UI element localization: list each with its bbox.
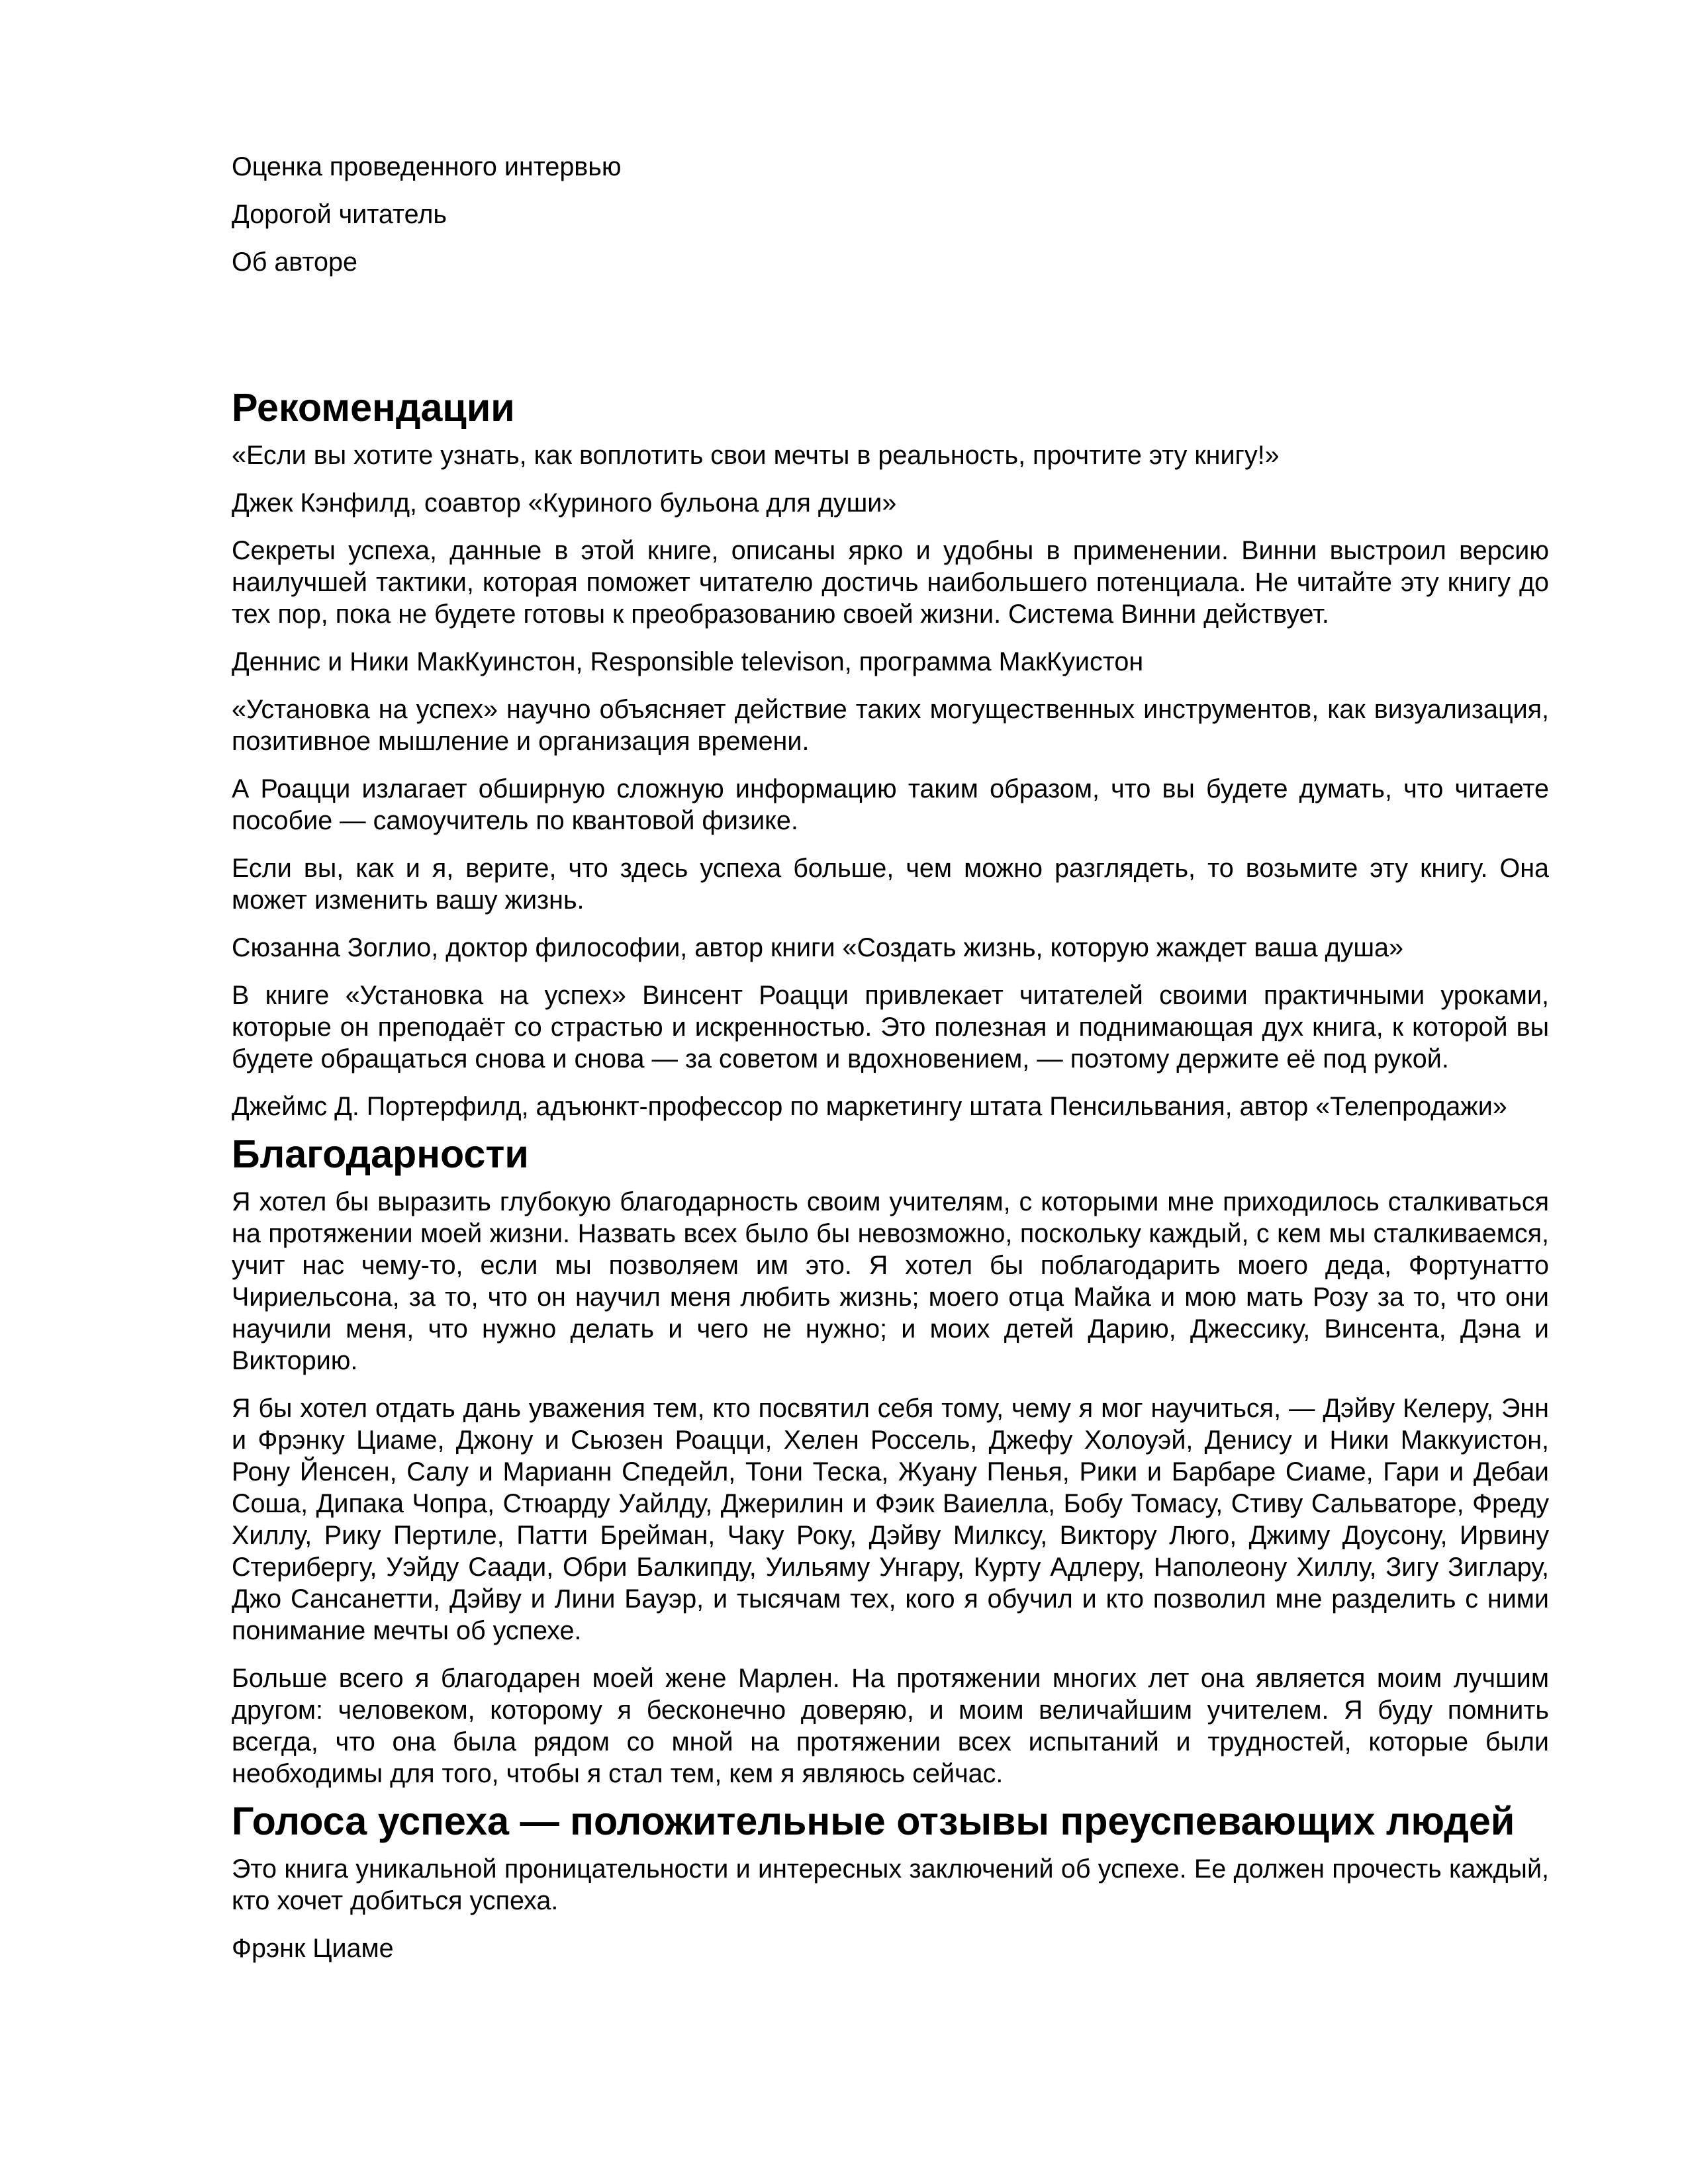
recommendation-attribution: Сюзанна Зоглио, доктор философии, автор книги «Создать жизнь, которую жаждет ваша душа» bbox=[232, 933, 1403, 962]
voices-heading: Голоса успеха — положительные отзывы преуспевающих людей bbox=[232, 1799, 1515, 1843]
recommendation-paragraph: А Роацци излагает обширную сложную информацию таким образом, что вы будете думать, что читаете пособие — самоучитель по квантовой физике. bbox=[232, 774, 1549, 835]
recommendation-paragraph: В книге «Установка на успех» Винсент Роацци привлекает читателей своими практичными уроками, которые он преподаёт со страстью и искренностью. Это полезная и поднимающая дух книга, к которой вы будете обращаться снова и снова — за советом и вдохновением, — поэтому держите её под рукой. bbox=[232, 981, 1549, 1073]
recommendation-attribution: Деннис и Ники МакКуинстон, Responsible televison, программа МакКуистон bbox=[232, 647, 1144, 676]
recommendation-paragraph: Секреты успеха, данные в этой книге, описаны ярко и удобны в применении. Винни выстроил версию наилучшей тактики, которая поможет читателю достичь наибольшего потенциала. Не читайте эту книгу до тех пор, пока не будете готовы к преобразованию своей жизни. Система Винни действует. bbox=[232, 536, 1549, 629]
acknowledgements-paragraph: Больше всего я благодарен моей жене Марлен. На протяжении многих лет она является моим лучшим другом: человеком, которому я бесконечно доверяю, и моим величайшим учителем. Я буду помнить всегда, что она была рядом со мной на протяжении всех испытаний и трудностей, которые были необходимы для того, чтобы я стал тем, кем я являюсь сейчас. bbox=[232, 1664, 1549, 1788]
recommendations-heading: Рекомендации bbox=[232, 385, 515, 430]
toc-item-interview: Оценка проведенного интервью bbox=[232, 152, 622, 181]
acknowledgements-paragraph: Я бы хотел отдать дань уважения тем, кто посвятил себя тому, чему я мог научиться, — Дэйву Келеру, Энн и Фрэнку Циаме, Джону и Сьюзен Роацци, Хелен Россель, Джефу Холоуэй, Денису и Ники Маккуистон, Рону Йенсен, Салу и Марианн Спедейл, Тони Теска, Жуану Пенья, Рики и Барбаре Сиаме, Гари и Дебаи Соша, Дипака Чопра, Стюарду Уайлду, Джерилин и Фэик Ваиелла, Бобу Томасу, Стиву Сальваторе, Фреду Хиллу, Рику Пертиле, Патти Брейман, Чаку Року, Дэйву Милксу, Виктору Люго, Джиму Доусону, Ирвину Стерибергу, Уэйду Саади, Обри Балкипду, Уильяму Унгару, Курту Адлеру, Наполеону Хиллу, Зигу Зиглару, Джо Сансанетти, Дэйву и Лини Бауэр, и тысячам тех, кого я обучил и кто позволил мне разделить с ними понимание мечты об успехе. bbox=[232, 1394, 1549, 1645]
voices-attribution: Фрэнк Циаме bbox=[232, 1934, 394, 1963]
acknowledgements-heading: Благодарности bbox=[232, 1132, 529, 1176]
voices-paragraph: Это книга уникальной проницательности и интересных заключений об успехе. Ее должен прочесть каждый, кто хочет добиться успеха. bbox=[232, 1854, 1549, 1915]
toc-item-dear-reader: Дорогой читатель bbox=[232, 200, 447, 229]
toc-item-about-author: Об авторе bbox=[232, 248, 357, 277]
recommendation-attribution: Джек Кэнфилд, соавтор «Куриного бульона для души» bbox=[232, 488, 897, 518]
recommendation-paragraph: Если вы, как и я, верите, что здесь успеха больше, чем можно разглядеть, то возьмите эту книгу. Она может изменить вашу жизнь. bbox=[232, 854, 1549, 915]
document-page bbox=[232, 151, 1549, 1964]
recommendation-paragraph: «Установка на успех» научно объясняет действие таких могущественных инструментов, как визуализация, позитивное мышление и организация времени. bbox=[232, 695, 1549, 756]
recommendation-attribution: Джеймс Д. Портерфилд, адъюнкт-профессор по маркетингу штата Пенсильвания, автор «Телепродажи» bbox=[232, 1092, 1507, 1121]
acknowledgements-paragraph: Я хотел бы выразить глубокую благодарность своим учителям, с которыми мне приходилось сталкиваться на протяжении моей жизни. Назвать всех было бы невозможно, поскольку каждый, с кем мы сталкиваемся, учит нас чему-то, если мы позволяем им это. Я хотел бы поблагодарить моего деда, Фортунатто Чириельсона, за то, что он научил меня любить жизнь; моего отца Майка и мою мать Розу за то, что они научили меня, что нужно делать и чего не нужно; и моих детей Дарию, Джессику, Винсента, Дэна и Викторию. bbox=[232, 1187, 1549, 1375]
recommendation-quote: «Если вы хотите узнать, как воплотить свои мечты в реальность, прочтите эту книгу!» bbox=[232, 441, 1280, 470]
